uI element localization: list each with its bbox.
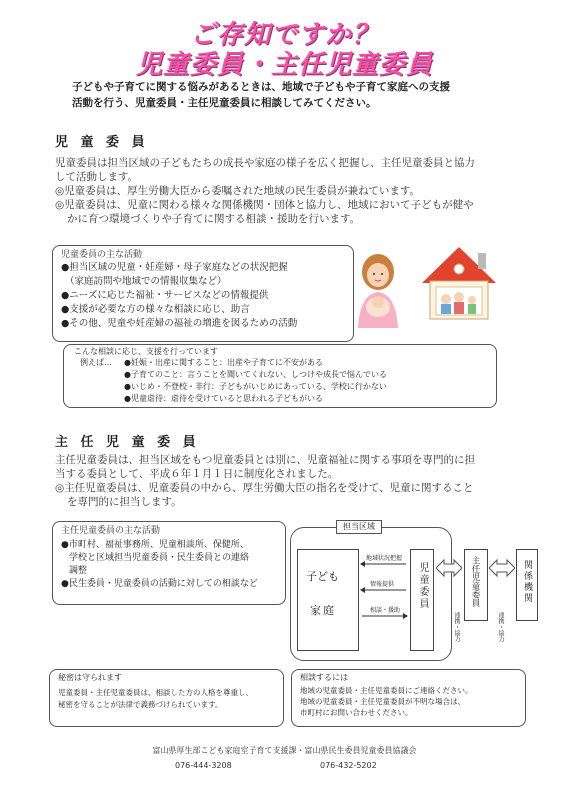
child-family-box <box>297 549 359 651</box>
section1-body <box>55 156 535 226</box>
jidou-iin-box <box>410 549 434 651</box>
house-illustration <box>420 243 498 321</box>
list-item: ●いじめ・不登校・非行：子どもがいじめにあっている、学校に行かない <box>124 382 387 391</box>
list-item: ●子育てのこと：言うことを聞いてくれない、しつけや成長で悩んでいる <box>124 370 387 379</box>
title-line-2: 児童委員・主任児童委員 <box>135 50 433 80</box>
double-arrow-2 <box>489 558 515 578</box>
list-item: 調整 <box>69 566 88 576</box>
s1-para3-line1: ◎児童委員は、児童に関わる様々な関係機関・団体と協力し、地域において子どもが健や <box>55 199 474 211</box>
secret-line-2: 秘密を守ることが法律で義務づけられています。 <box>58 700 223 709</box>
s2-para2-line1: ◎主任児童委員は、児童委員の中から、厚生労働大臣の指名を受けて、児童に関すること <box>55 482 474 494</box>
secret-line-1: 児童委員・主任児童委員は、相談した方の人格を尊重し、 <box>58 688 253 697</box>
arrow-label-1: 地域状況把握 <box>366 555 403 562</box>
arrow-label-3: 相談・援助 <box>370 607 401 614</box>
s2-para2-line2: を専門的に担当します。 <box>67 496 182 508</box>
list-item: ●担当区域の児童・妊産婦・母子家庭などの状況把握 <box>61 262 288 273</box>
jidou-iin-label: 児童委員 <box>417 562 428 610</box>
area-label: 担当区域 <box>336 520 382 534</box>
consultation-prefix: 例えば… <box>80 358 112 367</box>
secret-box <box>49 669 284 727</box>
s1-para2: ◎児童委員は、厚生労働大臣から委嘱された地域の民生委員が兼ねています。 <box>55 185 421 197</box>
contact-box <box>291 669 526 727</box>
list-item: ●民生委員・児童委員の活動に対しての相談など <box>61 579 258 589</box>
contact-title: 相談するには <box>300 673 348 682</box>
section2-body <box>55 453 545 509</box>
kankei-kikan-label: 関係機関 <box>522 560 532 604</box>
arrow-label-2: 情報提供 <box>370 581 395 588</box>
shunin-jidou-iin-label: 主任児童委員 <box>470 556 480 607</box>
lead-line-1: 子どもや子育てに関する悩みがあるときは、地域で子どもや子育て家庭への支援 <box>72 81 450 93</box>
list-item: （家庭訪問や地域での情報収集など） <box>65 276 227 287</box>
footer-org: 富山県厚生部こども家庭室子育て支援課・富山県民生委員児童委員協議会 <box>152 746 417 755</box>
footer-phone-1: 076-444-3208 <box>175 761 232 770</box>
double-arrow-1 <box>436 558 462 578</box>
s1-para1-line1: 児童委員は担当区域の子どもたちの成長や家庭の様子を広く把握し、主任児童委員と協力 <box>55 157 475 169</box>
s1-para3-line2: かに育つ環境づくりや子育てに関する相談・援助を行います。 <box>67 213 361 225</box>
activities-box-title: 児童委員の主な活動 <box>61 250 143 260</box>
arrows-diagram <box>360 556 410 626</box>
consultation-title: こんな相談に応じ、支援を行っています <box>74 347 218 356</box>
mother-baby-illustration <box>348 250 408 328</box>
footer-phone-2: 076-432-5202 <box>320 761 377 770</box>
list-item: ●その他、児童や妊産婦の福祉の増進を図るための活動 <box>61 318 298 329</box>
contact-text <box>300 685 473 718</box>
renkei-label-2: 連携・協力 <box>497 612 504 642</box>
shunin-box-title: 主任児童委員の主な活動 <box>61 526 161 536</box>
contact-line-1: 地域の児童委員・主任児童委員にご連絡ください。 <box>300 686 473 695</box>
activities-list <box>61 261 351 331</box>
lead-line-2: 活動を行う、児童委員・主任児童委員に相談してみてください。 <box>72 97 377 109</box>
section2-heading: 主 任 児 童 委 員 <box>55 435 200 450</box>
s2-para1-line2: 当する委員として、平成６年１月１日に制度化されました。 <box>55 468 339 480</box>
kankei-kikan-box <box>516 549 538 621</box>
s2-para1-line1: 主任児童委員は、担当区域をもつ児童委員とは別に、児童福祉に関する事項を専門的に担 <box>55 454 475 466</box>
list-item: ●市町村、福祉事務所、児童相談所、保健所、 <box>61 540 249 550</box>
list-item: ●ニーズに応じた福祉・サービスなどの情報提供 <box>61 290 269 301</box>
title-line-1: ご存知ですか？ <box>189 20 379 50</box>
list-item: 学校と区域担当児童委員・民生委員との連絡 <box>69 553 250 563</box>
lead-text <box>72 79 512 111</box>
shunin-jidou-iin-box <box>464 549 488 621</box>
shunin-activities-box <box>52 521 286 605</box>
contact-line-3: 市町村にお問い合わせください。 <box>300 708 413 717</box>
contact-line-2: 地域の児童委員・主任児童委員が不明な場合は、 <box>300 697 465 706</box>
consultation-list <box>124 357 494 405</box>
secret-title: 秘密は守られます <box>58 673 122 682</box>
list-item: ●妊娠・出産に関すること：出産や子育てに不安がある <box>124 358 323 367</box>
list-item: ●児童虐待：虐待を受けていると思われる子どもがいる <box>124 394 323 403</box>
list-item: ●支援が必要な方の様々な相談に応じ、助言 <box>61 304 250 315</box>
secret-text <box>58 687 253 711</box>
renkei-label-1: 連携・協力 <box>453 612 460 642</box>
family-label: 家庭 <box>310 604 336 617</box>
section1-heading: 児 童 委 員 <box>55 135 149 150</box>
shunin-activities-list <box>61 539 283 591</box>
child-label: 子ども <box>306 570 339 583</box>
activities-box <box>52 245 354 342</box>
consultation-box <box>63 344 497 408</box>
s1-para1-line2: して活動します。 <box>55 171 139 183</box>
